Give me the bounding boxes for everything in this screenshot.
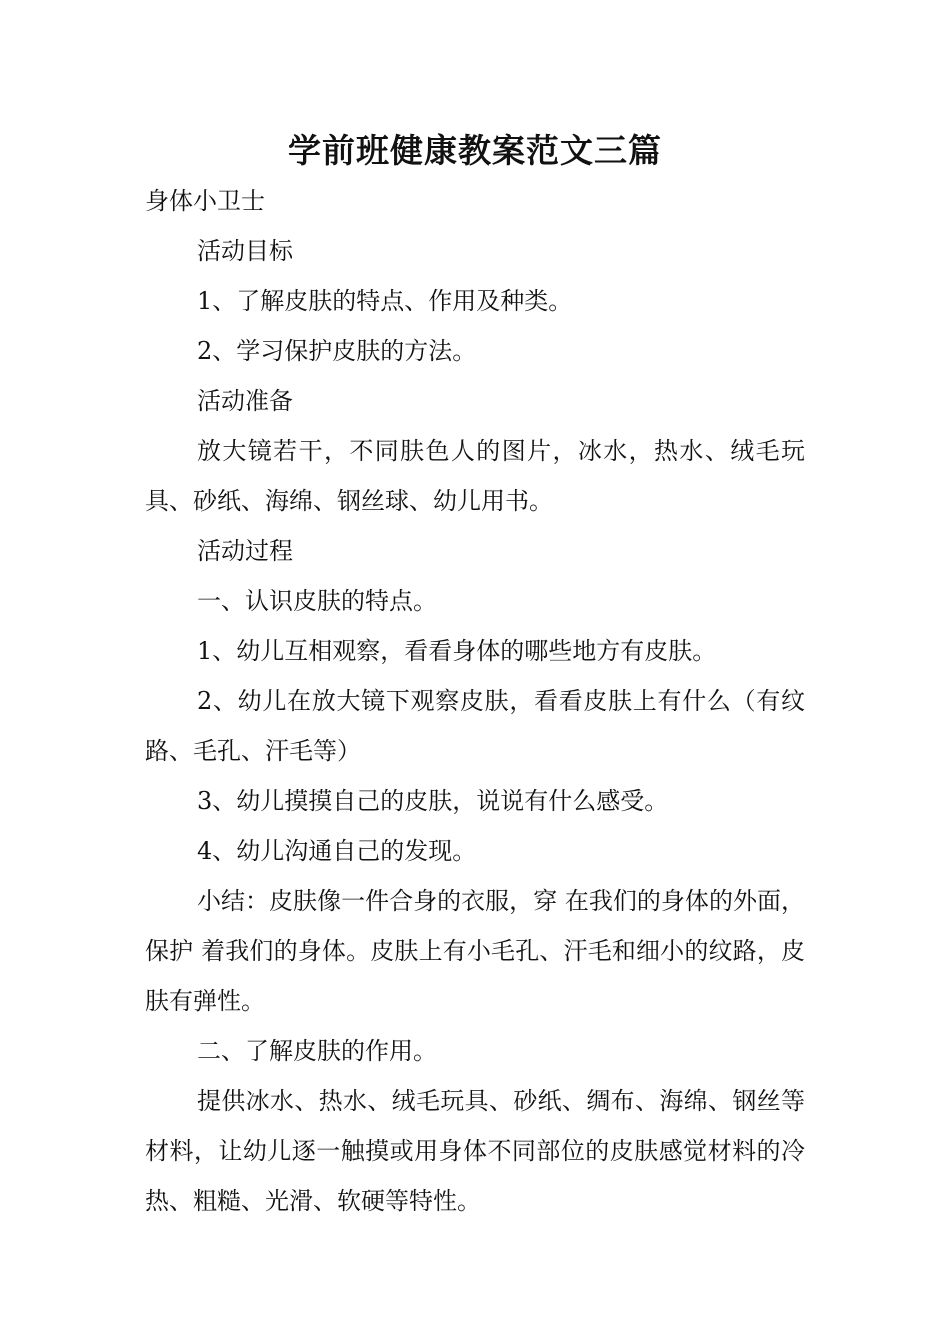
paragraph-step-3: 3、幼儿摸摸自己的皮肤，说说有什么感受。	[197, 787, 669, 815]
paragraph-process-heading: 活动过程	[197, 537, 293, 565]
paragraph-step-4: 4、幼儿沟通自己的发现。	[197, 837, 477, 865]
paragraph-goal-2: 2、学习保护皮肤的方法。	[197, 337, 477, 365]
paragraph-section-heading: 身体小卫士	[145, 187, 265, 215]
paragraph-part-1-heading: 一、认识皮肤的特点。	[197, 587, 437, 615]
paragraph-step-2: 2、幼儿在放大镜下观察皮肤，看看皮肤上有什么（有纹路、毛孔、汗毛等）	[145, 687, 805, 765]
paragraph-goal-heading: 活动目标	[197, 237, 293, 265]
paragraph-summary: 小结：皮肤像一件合身的衣服，穿 在我们的身体的外面，保护 着我们的身体。皮肤上有小毛孔、汗毛和细小的纹路，皮肤有弹性。	[145, 887, 805, 1015]
paragraph-prep-materials: 放大镜若干，不同肤色人的图片，冰水，热水、绒毛玩具、砂纸、海绵、钢丝球、幼儿用书。	[145, 437, 805, 515]
document-title: 学前班健康教案范文三篇	[288, 131, 662, 170]
paragraph-step-1: 1、幼儿互相观察，看看身体的哪些地方有皮肤。	[197, 637, 717, 665]
paragraph-prep-heading: 活动准备	[197, 387, 293, 415]
paragraph-goal-1: 1、了解皮肤的特点、作用及种类。	[197, 287, 573, 315]
paragraph-part-2-heading: 二、了解皮肤的作用。	[197, 1037, 437, 1065]
paragraph-part-2-activity: 提供冰水、热水、绒毛玩具、砂纸、绸布、海绵、钢丝等材料，让幼儿逐一触摸或用身体不同部位的皮肤感觉材料的冷热、粗糙、光滑、软硬等特性。	[145, 1087, 805, 1215]
document-body	[145, 176, 805, 1226]
